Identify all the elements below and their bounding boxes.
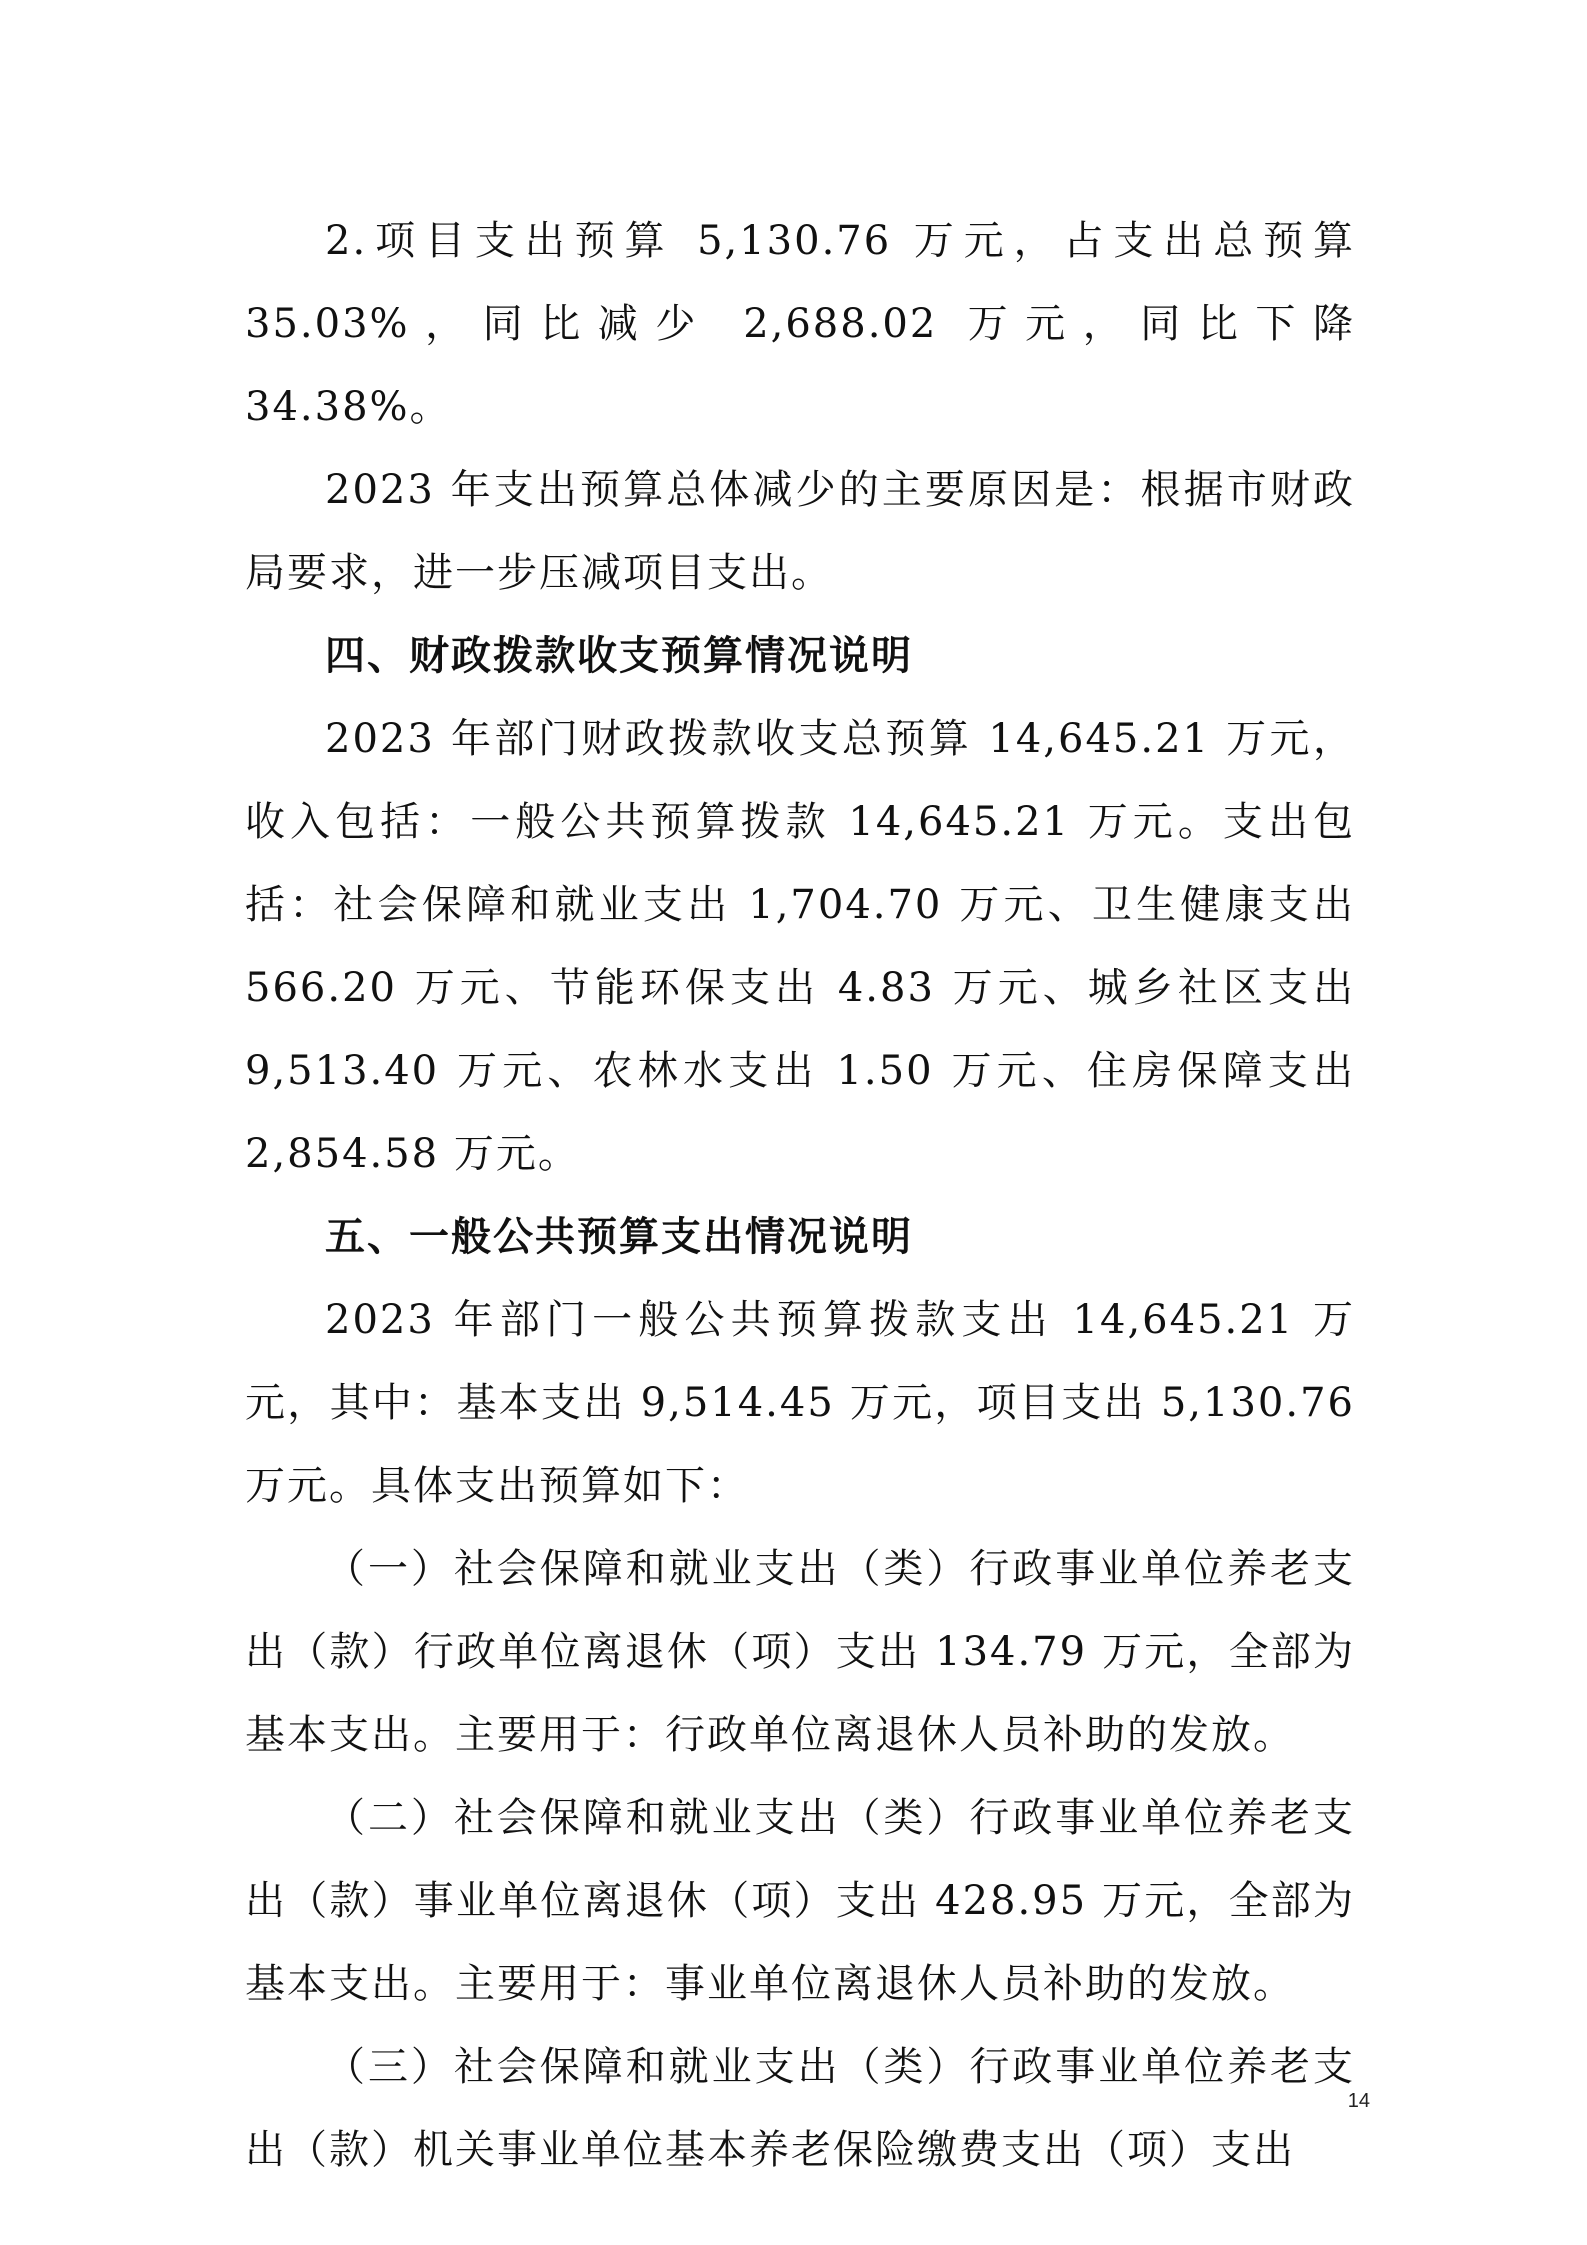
paragraph-item-1: （一）社会保障和就业支出（类）行政事业单位养老支出（款）行政单位离退休（项）支出 134.79 万元，全部为基本支出。主要用于：行政单位离退休人员补助的发放。 (245, 1546, 1355, 1758)
paragraph-general-public-budget: 2023 年部门一般公共预算拨款支出 14,645.21 万元，其中：基本支出 9,514.45 万元，项目支出 5,130.76 万元。具体支出预算如下： (245, 1297, 1355, 1509)
section-heading-general-public-budget: 五、一般公共预算支出情况说明 (325, 1214, 913, 1260)
section-heading-fiscal-appropriation: 四、财政拨款收支预算情况说明 (325, 633, 913, 679)
paragraph-item-2: （二）社会保障和就业支出（类）行政事业单位养老支出（款）事业单位离退休（项）支出 428.95 万元，全部为基本支出。主要用于：事业单位离退休人员补助的发放。 (245, 1795, 1355, 2007)
page-number: 14 (1347, 2090, 1370, 2112)
paragraph-project-budget: 2.项目支出预算 5,130.76 万元，占支出总预算 35.03%，同比减少 2,688.02 万元，同比下降 34.38%。 (245, 218, 1355, 430)
paragraph-fiscal-appropriation: 2023 年部门财政拨款收支总预算 14,645.21 万元，收入包括：一般公共预算拨款 14,645.21 万元。支出包括：社会保障和就业支出 1,704.70 万元、卫生健康支出 566.20 万元、节能环保支出 4.83 万元、城乡社区支出 9,513.40 万元、农林水支出 1.50 万元、住房保障支出 2,854.58 万元。 (245, 716, 1355, 1177)
paragraph-item-3: （三）社会保障和就业支出（类）行政事业单位养老支出（款）机关事业单位基本养老保险缴费支出（项）支出 (245, 2044, 1355, 2173)
document-body (245, 200, 1355, 2192)
paragraph-decrease-reason: 2023 年支出预算总体减少的主要原因是：根据市财政局要求，进一步压减项目支出。 (245, 467, 1355, 596)
